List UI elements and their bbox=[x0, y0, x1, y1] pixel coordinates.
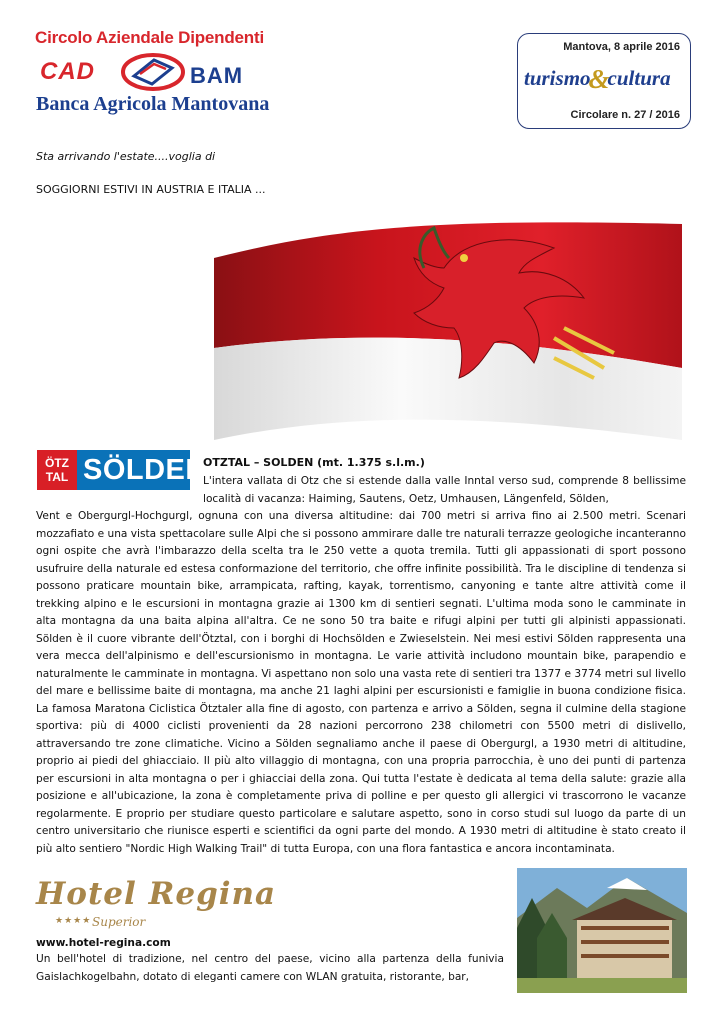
hotel-logo-subtitle: Superior bbox=[92, 915, 146, 929]
org-line: Circolo Aziendale Dipendenti bbox=[35, 28, 264, 47]
logo-word-turismo: turismo bbox=[524, 66, 591, 90]
circular-info-box bbox=[517, 33, 691, 129]
logo-bam: BAM bbox=[190, 63, 244, 88]
solden-wordmark: SÖLDEN bbox=[83, 454, 207, 486]
article-text-intro: L'intera vallata di Otz che si estende dalla valle Inntal verso sud, comprende 8 bellissime località di vacanza: Haiming, Sautens, Oetz, Umhausen, Längenfeld, Sölden, bbox=[203, 475, 686, 505]
logo-emblem-icon bbox=[118, 50, 188, 94]
logo-word-cultura: cultura bbox=[607, 66, 671, 90]
turismo-cultura-logo bbox=[524, 64, 671, 95]
circular-date: Mantova, 8 aprile 2016 bbox=[563, 41, 680, 53]
tyrol-flag-image bbox=[214, 218, 682, 440]
hotel-description: Un bell'hotel di tradizione, nel centro del paese, vicino alla partenza della funivia Gaislachkogelbahn, dotato di eleganti camere con WLAN gratuita, ristorante, bar, bbox=[36, 953, 504, 983]
intro-line: Sta arrivando l'estate....voglia di bbox=[36, 150, 216, 163]
hotel-stars: ★★★★ bbox=[55, 916, 92, 926]
article-title: OTZTAL – SOLDEN (mt. 1.375 s.l.m.) bbox=[203, 456, 425, 469]
otztal-badge-line2: TAL bbox=[45, 470, 69, 484]
article-text-body: Vent e Obergurgl-Hochgurgl, ognuna con una diversa altitudine: dai 700 metri si arriva fino ai 2.500 metri. Scenari mozzafiato e una vista spettacolare sulle Alpi che si possono ammirare dalle tre naturali terrazze geologiche incanteranno ogni ospite che avrà l'imbarazzo della scelta tra le 250 vette a quota tremila. Tutti gli appassionati di sport possono usufruire della naturale ed estesa conformazione del territorio, che offre infinite possibilità. Tra le discipline di tendenza si possono praticare mountain bike, arrampicata, rafting, kayak, torrentismo, canyoning e tante altre attività come il trekking alpino e le escursioni in montagna grazie ai 1300 km di sentieri segnati. L'ultima moda sono le camminate in alta montagna da una baita alpina all'altra. Ce ne sono 50 tra baite e rifugi alpini per tutti gli alpinisti appassionati. Sölden è il cuore vibrante dell'Ötztal, con i borghi di Hochsölden e Zwieselstein. Nei mesi estivi Sölden rappresenta una vera mecca dell'alpinismo e dell'escursionismo in montagna. Le varie attività includono mountain bike, parapendio e naturalmente le camminate in montagna. Vi aspettano non solo una vasta rete di sentieri tra 1377 e 3774 metri sul livello del mare e bellissime baite di montagna, ma anche 21 laghi alpini per escursionisti e famiglie in buona condizione fisica. La famosa Maratona Ciclistica Ötztaler alla fine di agosto, con partenza e arrivo a Sölden, segna il culmine della stagione sportiva: più di 4000 ciclisti provenienti da 28 nazioni percorrono 238 chilometri con 5500 metri di dislivello, attraversando tre zone climatiche. Vicino a Sölden segnaliamo anche il paese di Obergurgl, a 1930 metri di altitudine, proprio ai piedi del ghiacciaio. Il più alto villaggio di montagna, con una propria parrocchia, è uno dei punti di partenza per escursioni in alta montagna o per i ghiacciai della zona. Qui tutta l'estate è dedicata al tema della salute: grazie alla posizione e all'ubicazione, la zona è completamente priva di polline e per questo gli allergici vi trascorrono le vacanze regolarmente. E proprio per studiare questo particolare e salutare aspetto, sono in corso studi sul luogo da parte di un centro universitario che riunisce esperti e scientifici da ogni parte del mondo. A 1930 metri di altitudine è stato creato il più alto sentiero "Nordic High Walking Trail" di tutta Europa, con una flora fantastica e ancora incontaminata. bbox=[36, 510, 686, 855]
bank-name: Banca Agricola Mantovana bbox=[36, 93, 270, 115]
otztal-badge bbox=[37, 450, 77, 490]
intro-heading: SOGGIORNI ESTIVI IN AUSTRIA E ITALIA ... bbox=[36, 183, 266, 196]
hotel-url: www.hotel-regina.com bbox=[36, 937, 171, 949]
cad-bam-logo bbox=[40, 50, 260, 94]
circular-number: Circolare n. 27 / 2016 bbox=[570, 109, 680, 121]
logo-cad: CAD bbox=[40, 58, 95, 85]
hotel-photo-image bbox=[517, 868, 687, 993]
hotel-logo-name: Hotel Regina bbox=[36, 876, 277, 912]
otztal-badge-line1: ÖTZ bbox=[45, 456, 69, 470]
logo-ampersand: & bbox=[588, 64, 610, 94]
otztal-solden-logo bbox=[37, 450, 207, 490]
